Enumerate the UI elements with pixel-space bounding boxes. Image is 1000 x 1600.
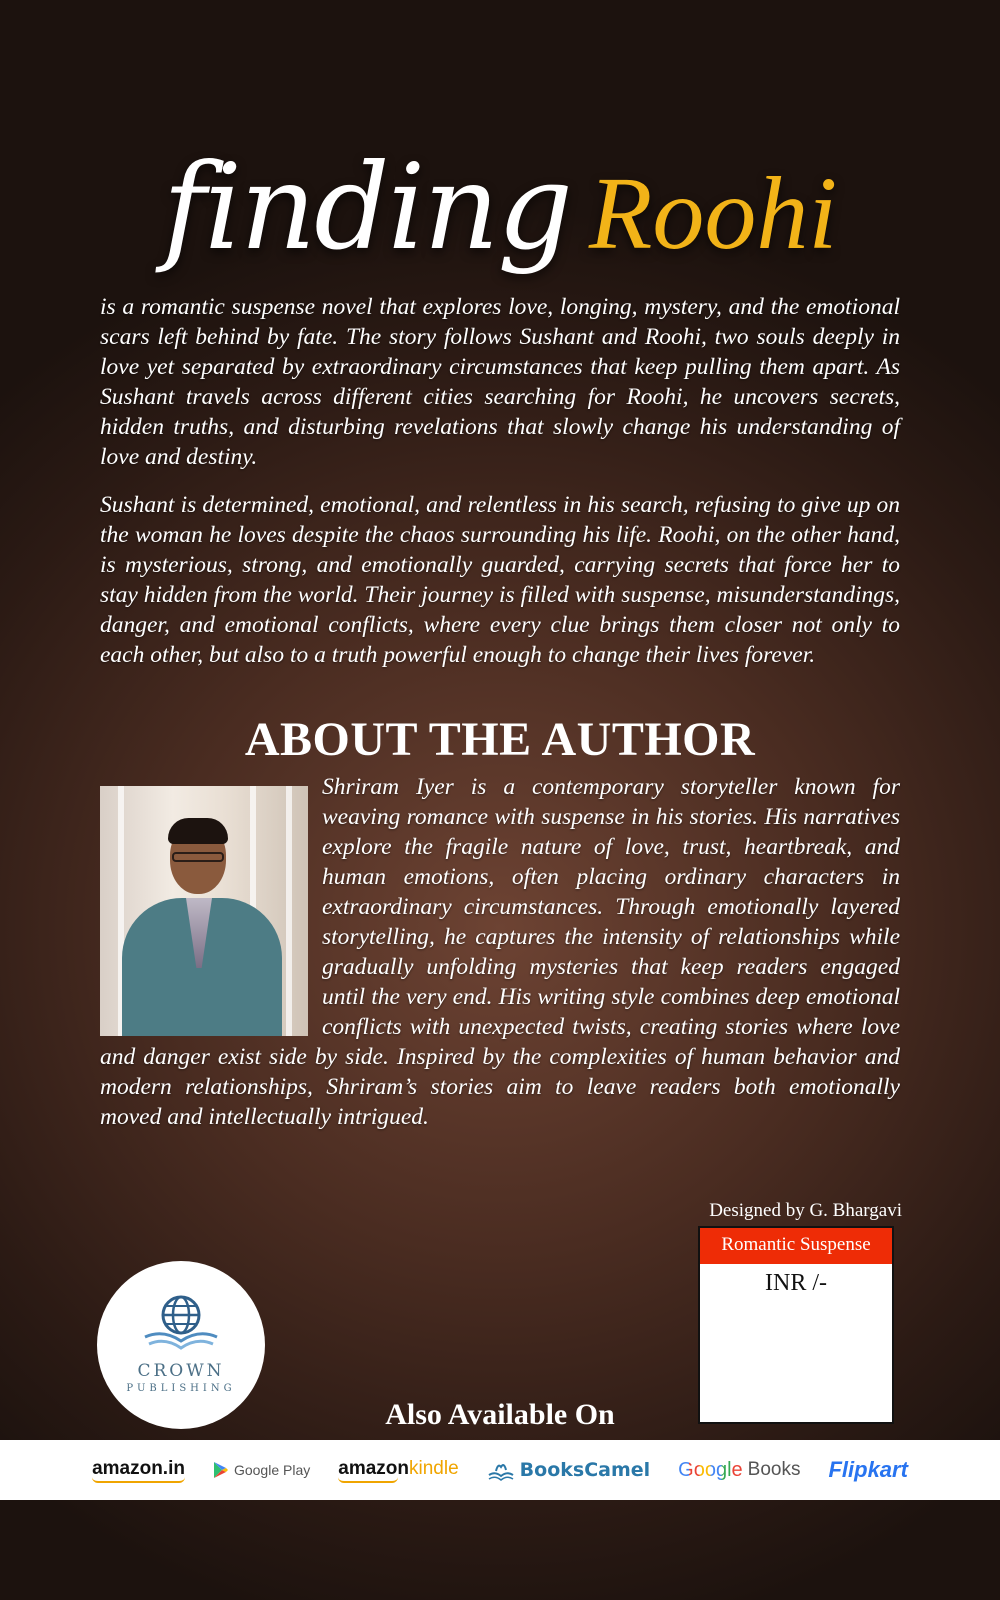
about-author-heading: ABOUT THE AUTHOR [244,713,756,766]
publisher-subtitle: PUBLISHING [126,1383,236,1394]
amazon-in-label: amazon.in [92,1457,185,1479]
price-label: INR /- [765,1270,827,1296]
publisher-name: CROWN [137,1361,225,1381]
google-play-icon [213,1461,229,1479]
flipkart-label: Flipkart [828,1457,908,1482]
book-title [0,138,1000,276]
globe-book-icon [131,1293,231,1355]
genre-label: Romantic Suspense [700,1228,892,1264]
author-bio-text: Shriram Iyer is a contemporary storyteller known for weaving romance with suspense in his stories. His narratives explore the fragile nature of love, trust, heartbreak, and human emotions, often placing ordinary characters in extraordinary circumstances. Through emotionally layered storytelling, he captures the intensity of relationships while gradually unfolding mysteries that keep readers engaged until the very end. His writing style combines deep emotional conflicts with unexpected twists, creating stories where love and danger exist side by side. Inspired by the complexities of human behavior and modern relationships, Shriram’s stories aim to leave readers both emotionally moved and intellectually intrigued. [100,774,900,1130]
kindle-amazon-label: amazon [338,1457,409,1479]
bookscamel-label: BooksCamel [519,1459,651,1481]
store-google-books[interactable] [678,1459,800,1482]
store-bookscamel[interactable] [487,1459,651,1481]
synopsis-paragraph-1: is a romantic suspense novel that explores love, longing, mystery, and the emotional scars left behind by fate. The story follows Sushant and Roohi, two souls deeply in love yet separated by extraordinary circumstances that keep pulling them apart. As Sushant travels across different cities searching for Roohi, he uncovers secrets, hidden truths, and disturbing revelations that slowly change his understanding of love and destiny. [100,294,900,470]
google-books-google-label: Google [678,1458,743,1481]
google-books-label: Books [747,1459,801,1480]
author-photo [100,786,308,1036]
title-script-word: finding [162,138,571,276]
google-play-label: Google Play [233,1462,311,1478]
designer-credit: Designed by G. Bhargavi [709,1200,902,1221]
store-google-play[interactable] [213,1461,310,1479]
kindle-label: kindle [409,1457,459,1479]
price-box [698,1226,894,1424]
store-amazon-kindle[interactable] [338,1458,458,1483]
bookscamel-icon [487,1459,515,1481]
title-accent-word: Roohi [588,156,838,271]
also-available-heading: Also Available On [385,1398,615,1431]
store-amazon-in[interactable] [92,1458,185,1483]
author-bio-block [100,772,900,1132]
store-logos-bar [0,1440,1000,1500]
synopsis-paragraph-2: Sushant is determined, emotional, and relentless in his search, refusing to give up on the woman he loves despite the chaos surrounding his life. Roohi, on the other hand, is mysterious, strong, and emotionally guarded, carrying secrets that force her to stay hidden from the world. Their journey is filled with suspense, misunderstandings, danger, and emotional conflicts, where every clue brings them closer not only to each other, but also to a truth powerful enough to change their lives forever. [100,492,900,668]
store-flipkart[interactable] [828,1457,907,1483]
